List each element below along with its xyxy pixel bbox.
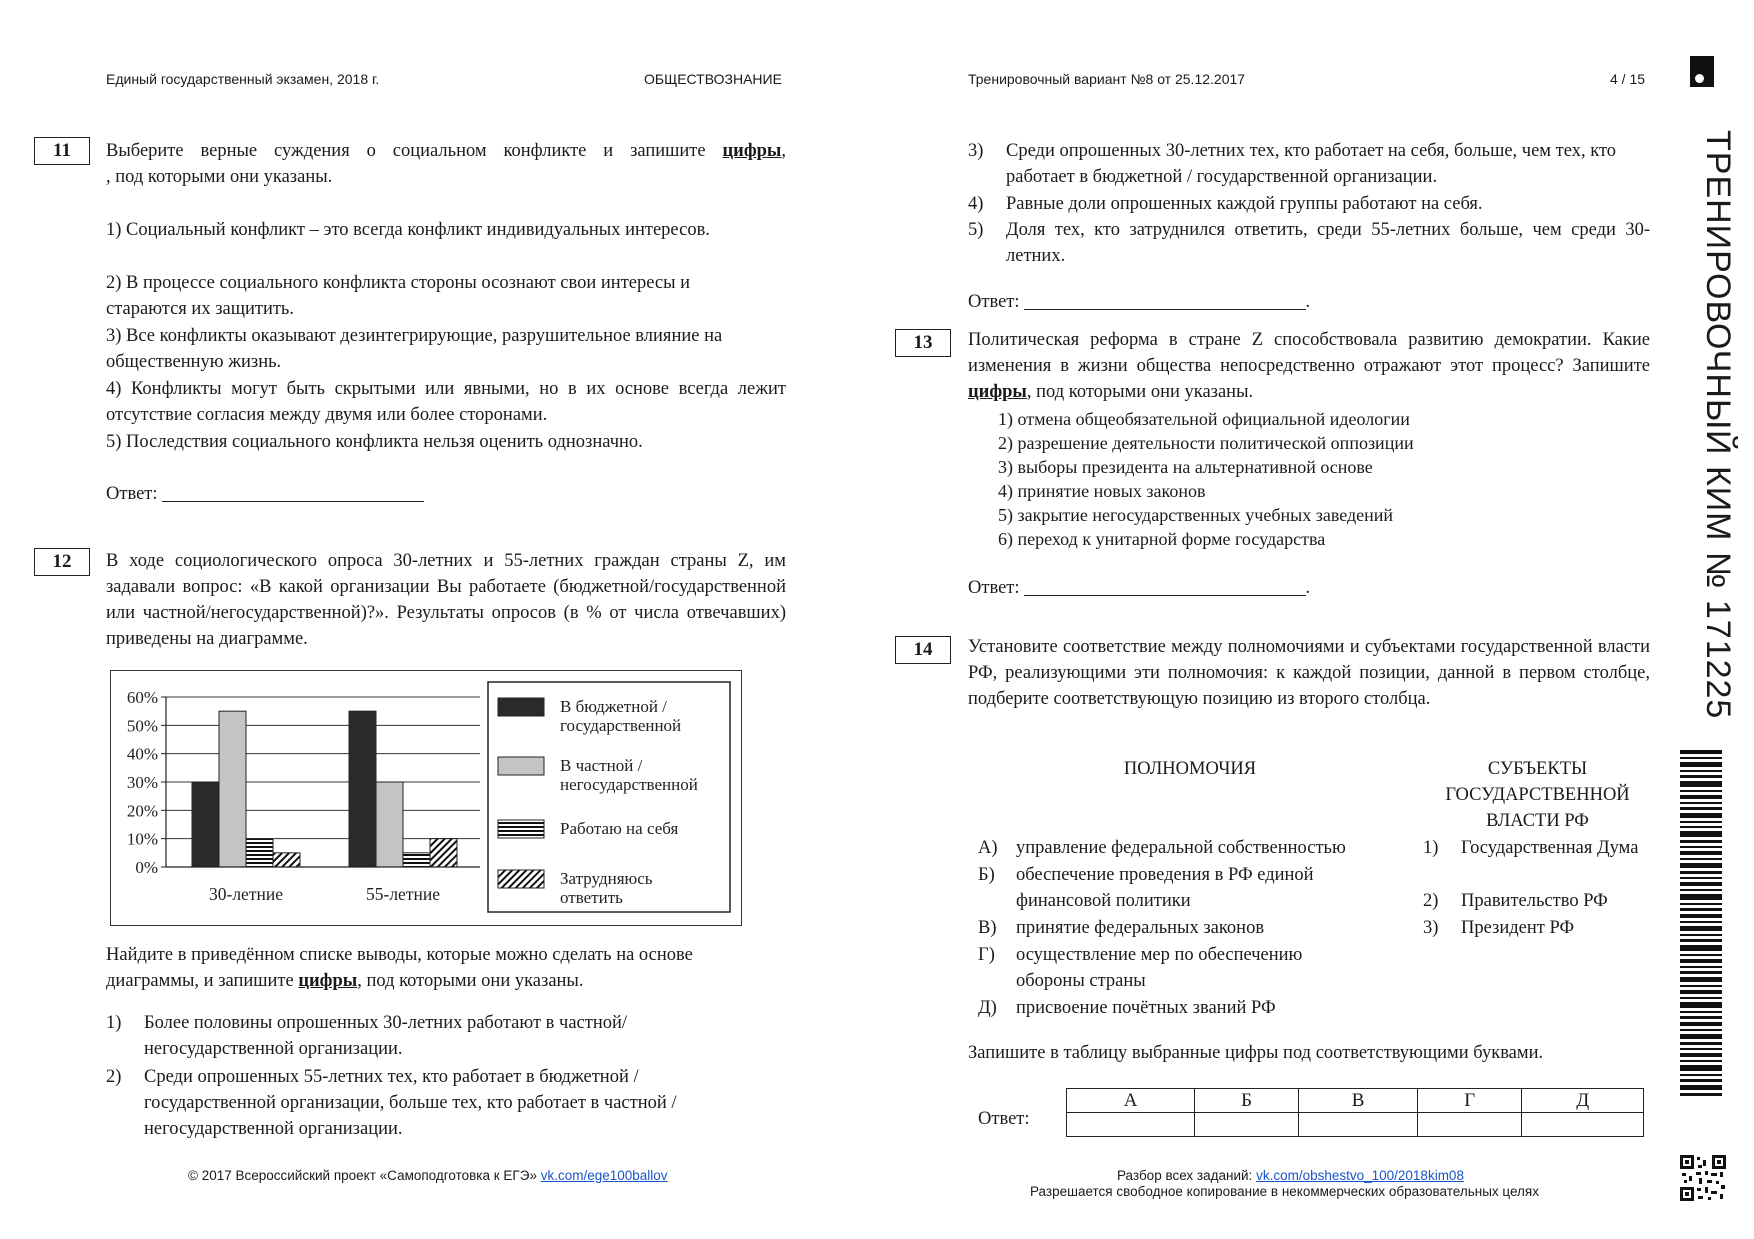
footer-left-link[interactable]: vk.com/ege100ballov — [540, 1168, 668, 1183]
q11-item: 4) Конфликты могут быть скрытыми или явными, но в их основе всегда лежит отсутствие согласия между двумя или более сторонами. — [106, 379, 786, 425]
q14-subject: 2) Правительство РФ — [1423, 891, 1608, 911]
answer-cell[interactable] — [1067, 1113, 1195, 1137]
q12-item: 4) Равные доли опрошенных каждой группы работают на себя. — [968, 194, 1483, 214]
q12-item: 3) Среди опрошенных 30-летних тех, кто работает на себя, больше, чем тех, кто работает в бюджетной / государственной организации. — [968, 141, 1617, 187]
q13-options — [998, 407, 1414, 551]
side-title: ТРЕНИРОВОЧНЫЙ КИМ № 171225 — [1699, 130, 1737, 720]
legend-label: В бюджетной / государственной — [560, 697, 682, 735]
q12-item: 1) Более половины опрошенных 30-летних работают в частной/ негосударственной организации. — [106, 1013, 628, 1059]
chart-y-tick-label: 30% — [126, 773, 158, 792]
question-13-number: 13 — [895, 329, 951, 357]
q14-col2-header: СУБЪЕКТЫ ГОСУДАРСТВЕННОЙ ВЛАСТИ РФ — [1445, 759, 1630, 831]
chart-y-tick-label: 60% — [126, 688, 158, 707]
chart-y-tick-label: 0% — [135, 858, 158, 877]
q11-item: 5) Последствия социального конфликта нельзя оценить однозначно. — [106, 432, 643, 452]
q12-item: 5) Доля тех, кто затруднился ответить, среди 55-летних больше, чем среди 30-летних. — [968, 220, 1650, 266]
chart-y-tick-label: 20% — [126, 801, 158, 821]
question-14-number: 14 — [895, 636, 951, 664]
q13-item: 1) отмена общеобязательной официальной идеологии — [998, 409, 1410, 429]
table-header-cell: Б — [1195, 1089, 1299, 1113]
legend-swatch — [498, 870, 544, 888]
legend-swatch — [498, 698, 544, 716]
q12-intro: В ходе социологического опроса 30-летних и 55-летних граждан страны Z, им задавали вопрос: «В какой организации Вы работаете (бюджетной/государственной или частной/негосударственной)?». Результаты опросов (в % от числа отвечавших) приведены на диаграмме. — [106, 551, 786, 649]
q14-answer-label: Ответ: — [978, 1109, 1030, 1129]
header-exam-title: Единый государственный экзамен, 2018 г. — [106, 71, 380, 87]
survey-bar-chart — [110, 670, 742, 926]
chart-x-label: 30-летние — [209, 884, 283, 904]
footer-license: Разрешается свободное копирование в некоммерческих образовательных целях — [1030, 1184, 1539, 1199]
q14-power: Б) обеспечение проведения в РФ единой финансовой политики — [978, 865, 1314, 911]
q11-item: 3) Все конфликты оказывают дезинтегрирующие, разрушительное влияние на общественную жизнь. — [106, 326, 723, 372]
table-header-cell: А — [1067, 1089, 1195, 1113]
q14-power: В) принятие федеральных законов — [978, 918, 1265, 938]
footer-right-link[interactable]: vk.com/obshestvo_100/2018kim08 — [1256, 1168, 1464, 1183]
q11-item: 1) Социальный конфликт – это всегда конфликт индивидуальных интересов. — [106, 220, 710, 240]
q14-answer-table — [1066, 1088, 1644, 1137]
q13-item: 6) переход к унитарной форме государства — [998, 529, 1326, 549]
chart-bar — [273, 853, 300, 867]
legend-label: Работаю на себя — [560, 819, 679, 838]
footer-right: Разбор всех заданий: vk.com/obshestvo_100/2018kim08 — [1117, 1168, 1464, 1183]
chart-y-tick-label: 40% — [126, 744, 158, 764]
q14-power: А) управление федеральной собственностью — [978, 838, 1346, 858]
q14-subject: 3) Президент РФ — [1423, 918, 1575, 938]
chart-bar — [219, 711, 246, 867]
q14-instruction: Запишите в таблицу выбранные цифры под соответствующими буквами. — [968, 1043, 1544, 1063]
q13-item: 4) принятие новых законов — [998, 481, 1206, 501]
q13-item: 3) выборы президента на альтернативной основе — [998, 457, 1373, 477]
chart-x-label: 55-летние — [366, 884, 440, 904]
q11-answer-field[interactable] — [162, 483, 424, 502]
chart-bar — [192, 782, 219, 867]
chart-y-tick-label: 10% — [126, 829, 158, 849]
table-header-cell: Г — [1418, 1089, 1522, 1113]
corner-mark-icon — [1690, 56, 1714, 87]
chart-bar — [349, 711, 376, 867]
q12-answer: Ответ: . — [968, 292, 1311, 312]
header-variant: Тренировочный вариант №8 от 25.12.2017 — [968, 71, 1246, 87]
q13-item: 2) разрешение деятельности политической оппозиции — [998, 433, 1414, 453]
chart-bar — [246, 839, 273, 867]
q11-intro: Выберите верные суждения о социальном конфликте и запишите цифры, , под которыми они указаны. — [106, 141, 786, 187]
legend-swatch — [498, 757, 544, 775]
chart-y-tick-label: 50% — [126, 716, 158, 736]
q14-intro: Установите соответствие между полномочиями и субъектами государственной власти РФ, реализующими эти полномочия: к каждой позиции, данной в первом столбце, подберите соответствующую позицию из второго столбца. — [968, 637, 1650, 709]
q13-answer-field[interactable] — [1024, 577, 1306, 596]
q13-answer: Ответ: . — [968, 578, 1311, 598]
legend-label: Затрудняюсь ответить — [560, 869, 653, 907]
chart-bar — [376, 782, 403, 867]
table-header-cell: Д — [1522, 1089, 1644, 1113]
answer-cell[interactable] — [1418, 1113, 1522, 1137]
answer-cell[interactable] — [1522, 1113, 1644, 1137]
legend-swatch — [498, 820, 544, 838]
q14-power: Д) присвоение почётных званий РФ — [978, 998, 1276, 1018]
chart-bar — [403, 853, 430, 867]
legend-label: В частной / негосударственной — [560, 756, 698, 794]
q14-subject: 1) Государственная Дума — [1423, 838, 1639, 858]
q12-answer-field[interactable] — [1024, 291, 1306, 310]
q13-item: 5) закрытие негосударственных учебных заведений — [998, 505, 1394, 525]
qr-code-icon — [1680, 1155, 1726, 1201]
answer-cell[interactable] — [1195, 1113, 1299, 1137]
question-11-number: 11 — [34, 137, 90, 165]
q12-after: Найдите в приведённом списке выводы, которые можно сделать на основе диаграммы, и запишите цифры, под которыми они указаны. — [106, 945, 693, 991]
q11-item: 2) В процессе социального конфликта стороны осознают свои интересы и стараются их защитить. — [106, 273, 691, 319]
q13-intro: Политическая реформа в стране Z способствовала развитию демократии. Какие изменения в жизни общества непосредственно отражают этот процесс? Запишите цифры, под которыми они указаны. — [968, 330, 1650, 402]
table-header-cell: В — [1298, 1089, 1417, 1113]
question-12-number: 12 — [34, 548, 90, 576]
q14-power: Г) осуществление мер по обеспечению обороны страны — [978, 945, 1303, 991]
header-page-number: 4 / 15 — [1610, 71, 1646, 87]
answer-cell[interactable] — [1298, 1113, 1417, 1137]
barcode-icon — [1680, 750, 1722, 1100]
header-subject: ОБЩЕСТВОЗНАНИЕ — [644, 71, 782, 87]
q14-col1-header: ПОЛНОМОЧИЯ — [1123, 759, 1257, 779]
q11-answer: Ответ: — [106, 481, 424, 507]
footer-left: © 2017 Всероссийский проект «Самоподготовка к ЕГЭ» vk.com/ege100ballov — [188, 1168, 668, 1183]
chart-bar — [430, 839, 457, 867]
q12-item: 2) Среди опрошенных 55-летних тех, кто работает в бюджетной / государственной организации, больше тех, кто работает в частной / негосударственной организации. — [106, 1067, 677, 1139]
